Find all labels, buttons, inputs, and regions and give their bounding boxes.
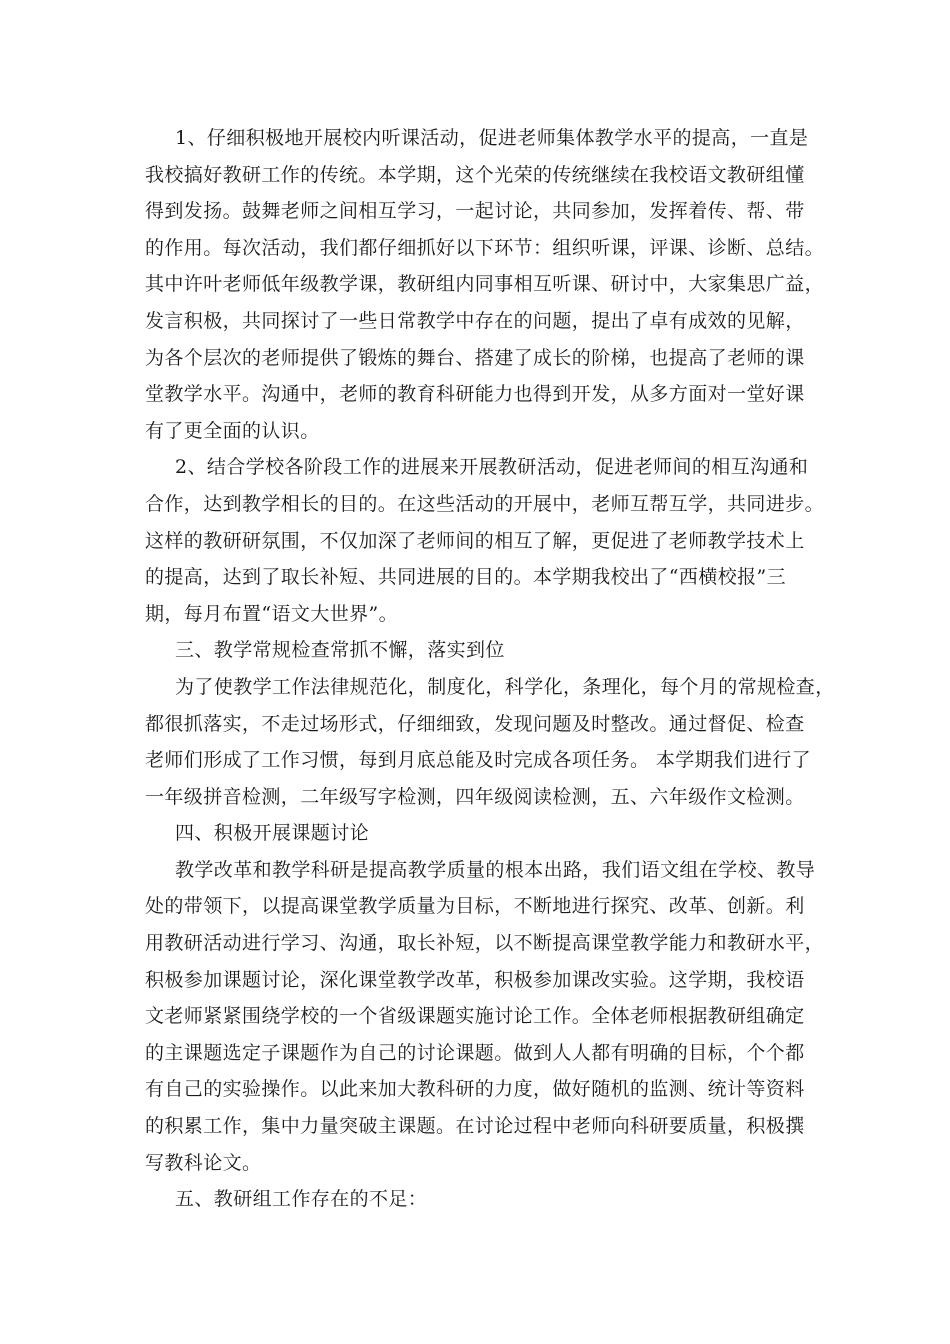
text-line: 的提高，达到了取长补短、共同进展的目的。本学期我校出了“西横校报”三 (145, 566, 787, 589)
text-line: 的积累工作，集中力量突破主课题。在讨论过程中老师向科研要质量，积极撰 (145, 1115, 805, 1138)
text-line: 发言积极，共同探讨了一些日常教学中存在的问题，提出了卓有成效的见解， (145, 309, 805, 332)
text-line: 教学改革和教学科研是提高教学质量的根本出路，我们语文组在学校、教导 (175, 858, 816, 881)
text-line: 其中许叶老师低年级教学课，教研组内同事相互听课、研讨中，大家集思广益， (145, 273, 825, 296)
text-line: 合作，达到教学相长的目的。在这些活动的开展中，老师互帮互学，共同进步。 (145, 492, 825, 515)
text-line: 四、积极开展课题讨论 (175, 822, 370, 845)
text-line: 1、仔细积极地开展校内听课活动，促进老师集体教学水平的提高，一直是 (175, 127, 809, 149)
text-line: 我校搞好教研工作的传统。本学期，这个光荣的传统继续在我校语文教研组懂 (145, 163, 805, 186)
text-line: 的主课题选定子课题作为自己的讨论课题。做到人人都有明确的目标，个个都 (145, 1041, 805, 1064)
text-line: 老师们形成了工作习惯，每到月底总能及时完成各项任务。 本学期我们进行了 (145, 749, 812, 772)
text-line: 为各个层次的老师提供了锻炼的舞台、搭建了成长的阶梯，也提高了老师的课 (145, 346, 805, 369)
text-line: 得到发扬。鼓舞老师之间相互学习，一起讨论，共同参加，发挥着传、帮、带 (145, 200, 805, 223)
text-line: 有了更全面的认识。 (145, 419, 320, 442)
text-line: 为了使教学工作法律规范化，制度化，科学化，条理化，每个月的常规检查， (175, 675, 835, 698)
text-line: 一年级拼音检测，二年级写字检测，四年级阅读检测，五、六年级作文检测。 (145, 785, 805, 808)
text-line: 文老师紧紧围绕学校的一个省级课题实施讨论工作。全体老师根据教研组确定 (145, 1005, 805, 1028)
text-line: 期，每月布置“语文大世界”。 (145, 602, 399, 625)
text-line: 堂教学水平。沟通中，老师的教育科研能力也得到开发，从多方面对一堂好课 (145, 383, 805, 406)
text-line: 的作用。每次活动，我们都仔细抓好以下环节：组织听课，评课、诊断、总结。 (145, 236, 825, 259)
document-body (145, 120, 835, 1218)
text-line: 2、结合学校各阶段工作的进展来开展教研活动，促进老师间的相互沟通和 (175, 456, 809, 479)
text-line: 三、教学常规检查常抓不懈，落实到位 (175, 639, 505, 662)
text-line: 处的带领下，以提高课堂教学质量为目标，不断地进行探究、改革、创新。利 (145, 895, 805, 918)
text-line: 用教研活动进行学习、沟通，取长补短，以不断提高课堂教学能力和教研水平， (145, 932, 825, 955)
text-line: 五、教研组工作存在的不足： (175, 1188, 428, 1211)
text-line: 有自己的实验操作。以此来加大教科研的力度，做好随机的监测、统计等资料 (145, 1078, 805, 1101)
text-line: 写教科论文。 (145, 1151, 262, 1174)
text-line: 这样的教研研氛围，不仅加深了老师间的相互了解，更促进了老师教学技术上 (145, 529, 805, 552)
text-line: 积极参加课题讨论，深化课堂教学改革，积极参加课改实验。这学期，我校语 (145, 968, 805, 991)
text-line: 都很抓落实，不走过场形式，仔细细致，发现问题及时整改。通过督促、检查 (145, 712, 805, 735)
